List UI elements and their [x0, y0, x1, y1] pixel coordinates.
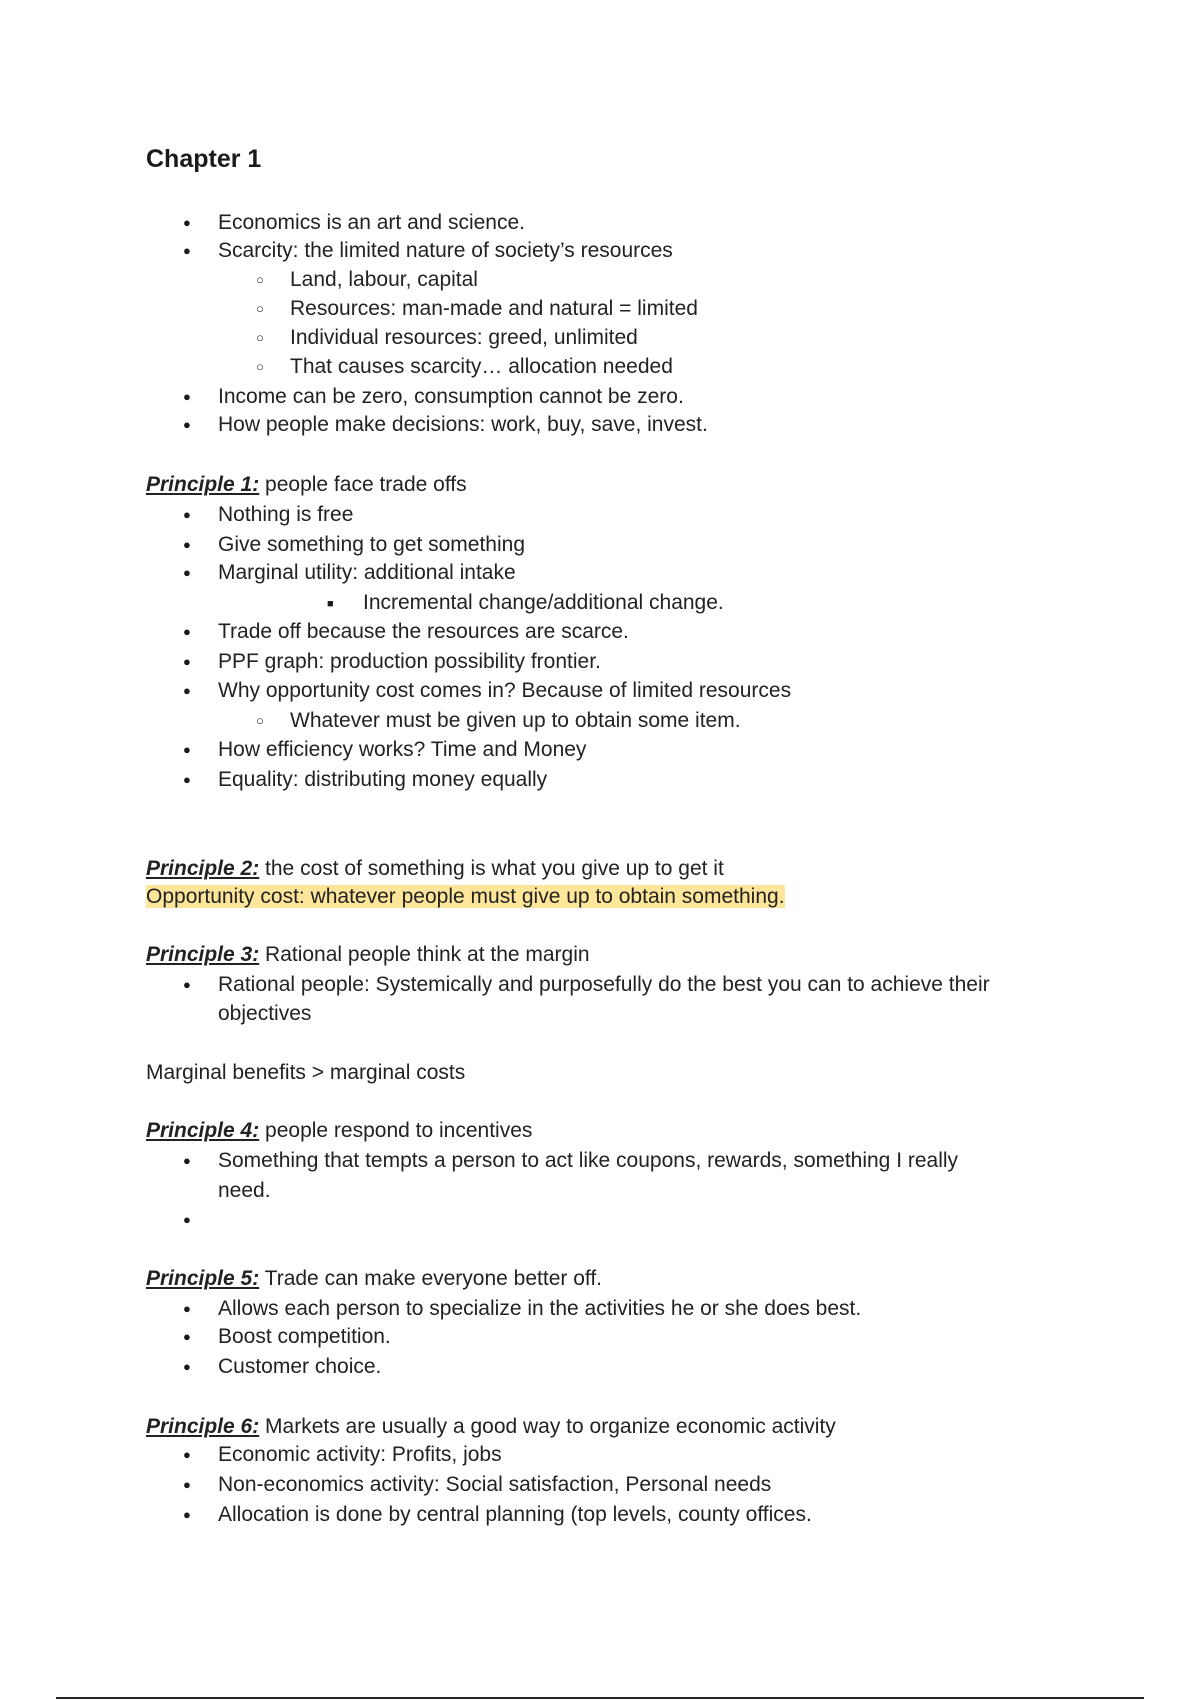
bullet-icon [183, 648, 191, 678]
principle-3-heading [146, 941, 590, 969]
bullet-icon [183, 971, 191, 1001]
list-item: PPF graph: production possibility frontier. [218, 650, 601, 673]
bullet-icon [183, 1471, 191, 1501]
hollow-bullet-icon [256, 324, 264, 354]
bullet-icon [183, 1441, 191, 1471]
principle-label: Principle 3: [146, 943, 260, 966]
bullet-icon [183, 411, 191, 441]
list-item: Nothing is free [218, 503, 354, 526]
square-bullet-icon [327, 589, 334, 620]
list-item: Allows each person to specialize in the activities he or she does best. [218, 1297, 862, 1320]
bullet-icon [183, 383, 191, 413]
list-item: Why opportunity cost comes in? Because of limited resources [218, 679, 792, 702]
bullet-icon [183, 237, 191, 267]
principle-text: people face trade offs [259, 473, 467, 496]
list-item: Trade off because the resources are scarce. [218, 620, 629, 643]
principle-text: Trade can make everyone better off. [259, 1267, 603, 1290]
principle-text: Rational people think at the margin [259, 943, 590, 966]
list-item: Economics is an art and science. [218, 211, 525, 234]
sub-list-item: That causes scarcity… allocation needed [290, 355, 673, 378]
list-item-continuation: need. [218, 1179, 271, 1202]
highlighted-definition [146, 883, 785, 911]
principle-text: the cost of something is what you give up to get it [259, 857, 724, 880]
bullet-icon [183, 1147, 191, 1177]
principle-label: Principle 6: [146, 1415, 260, 1438]
bullet-icon [183, 559, 191, 589]
bullet-icon [183, 1501, 191, 1531]
principle-1-heading [146, 471, 467, 499]
bullet-icon [183, 531, 191, 561]
sub-list-item: Land, labour, capital [290, 268, 478, 291]
bullet-icon [183, 501, 191, 531]
principle-text: people respond to incentives [259, 1119, 533, 1142]
list-item: Non-economics activity: Social satisfaction, Personal needs [218, 1473, 772, 1496]
list-item: Scarcity: the limited nature of society’s resources [218, 239, 673, 262]
bullet-icon [183, 766, 191, 796]
principle-6-heading [146, 1413, 836, 1441]
bullet-icon [183, 209, 191, 239]
list-item: Boost competition. [218, 1325, 391, 1348]
list-item: How people make decisions: work, buy, save, invest. [218, 413, 708, 436]
list-item: How efficiency works? Time and Money [218, 738, 587, 761]
list-item: Something that tempts a person to act like coupons, rewards, something I really [218, 1149, 959, 1172]
list-item: Equality: distributing money equally [218, 768, 548, 791]
list-item: Allocation is done by central planning (top levels, county offices. [218, 1503, 812, 1526]
bottom-rule [56, 1697, 1144, 1699]
page-title: Chapter 1 [146, 145, 262, 173]
hollow-bullet-icon [256, 295, 264, 325]
sub-list-item: Whatever must be given up to obtain some item. [290, 709, 741, 732]
principle-4-heading [146, 1117, 532, 1145]
empty-bullet-icon [183, 1206, 191, 1236]
sub-sub-list-item: Incremental change/additional change. [363, 591, 724, 614]
hollow-bullet-icon [256, 707, 264, 737]
principle-text: Markets are usually a good way to organize economic activity [259, 1415, 836, 1438]
sub-list-item: Individual resources: greed, unlimited [290, 326, 638, 349]
highlight-text: Opportunity cost: whatever people must give up to obtain something. [146, 885, 785, 908]
principle-2-heading [146, 855, 724, 883]
bullet-icon [183, 1323, 191, 1353]
list-item: Customer choice. [218, 1355, 382, 1378]
note-text: Marginal benefits > marginal costs [146, 1061, 466, 1084]
principle-label: Principle 1: [146, 473, 260, 496]
principle-label: Principle 5: [146, 1267, 260, 1290]
list-item: Rational people: Systemically and purposefully do the best you can to achieve their [218, 973, 990, 996]
list-item: Economic activity: Profits, jobs [218, 1443, 502, 1466]
bullet-icon [183, 1295, 191, 1325]
list-item: Income can be zero, consumption cannot be zero. [218, 385, 684, 408]
bullet-icon [183, 677, 191, 707]
list-item: Marginal utility: additional intake [218, 561, 516, 584]
bullet-icon [183, 736, 191, 766]
list-item: Give something to get something [218, 533, 526, 556]
bullet-icon [183, 1353, 191, 1383]
hollow-bullet-icon [256, 266, 264, 296]
hollow-bullet-icon [256, 353, 264, 383]
bullet-icon [183, 618, 191, 648]
principle-label: Principle 4: [146, 1119, 260, 1142]
sub-list-item: Resources: man-made and natural = limited [290, 297, 698, 320]
principle-label: Principle 2: [146, 857, 260, 880]
list-item-continuation: objectives [218, 1002, 312, 1025]
principle-5-heading [146, 1265, 602, 1293]
